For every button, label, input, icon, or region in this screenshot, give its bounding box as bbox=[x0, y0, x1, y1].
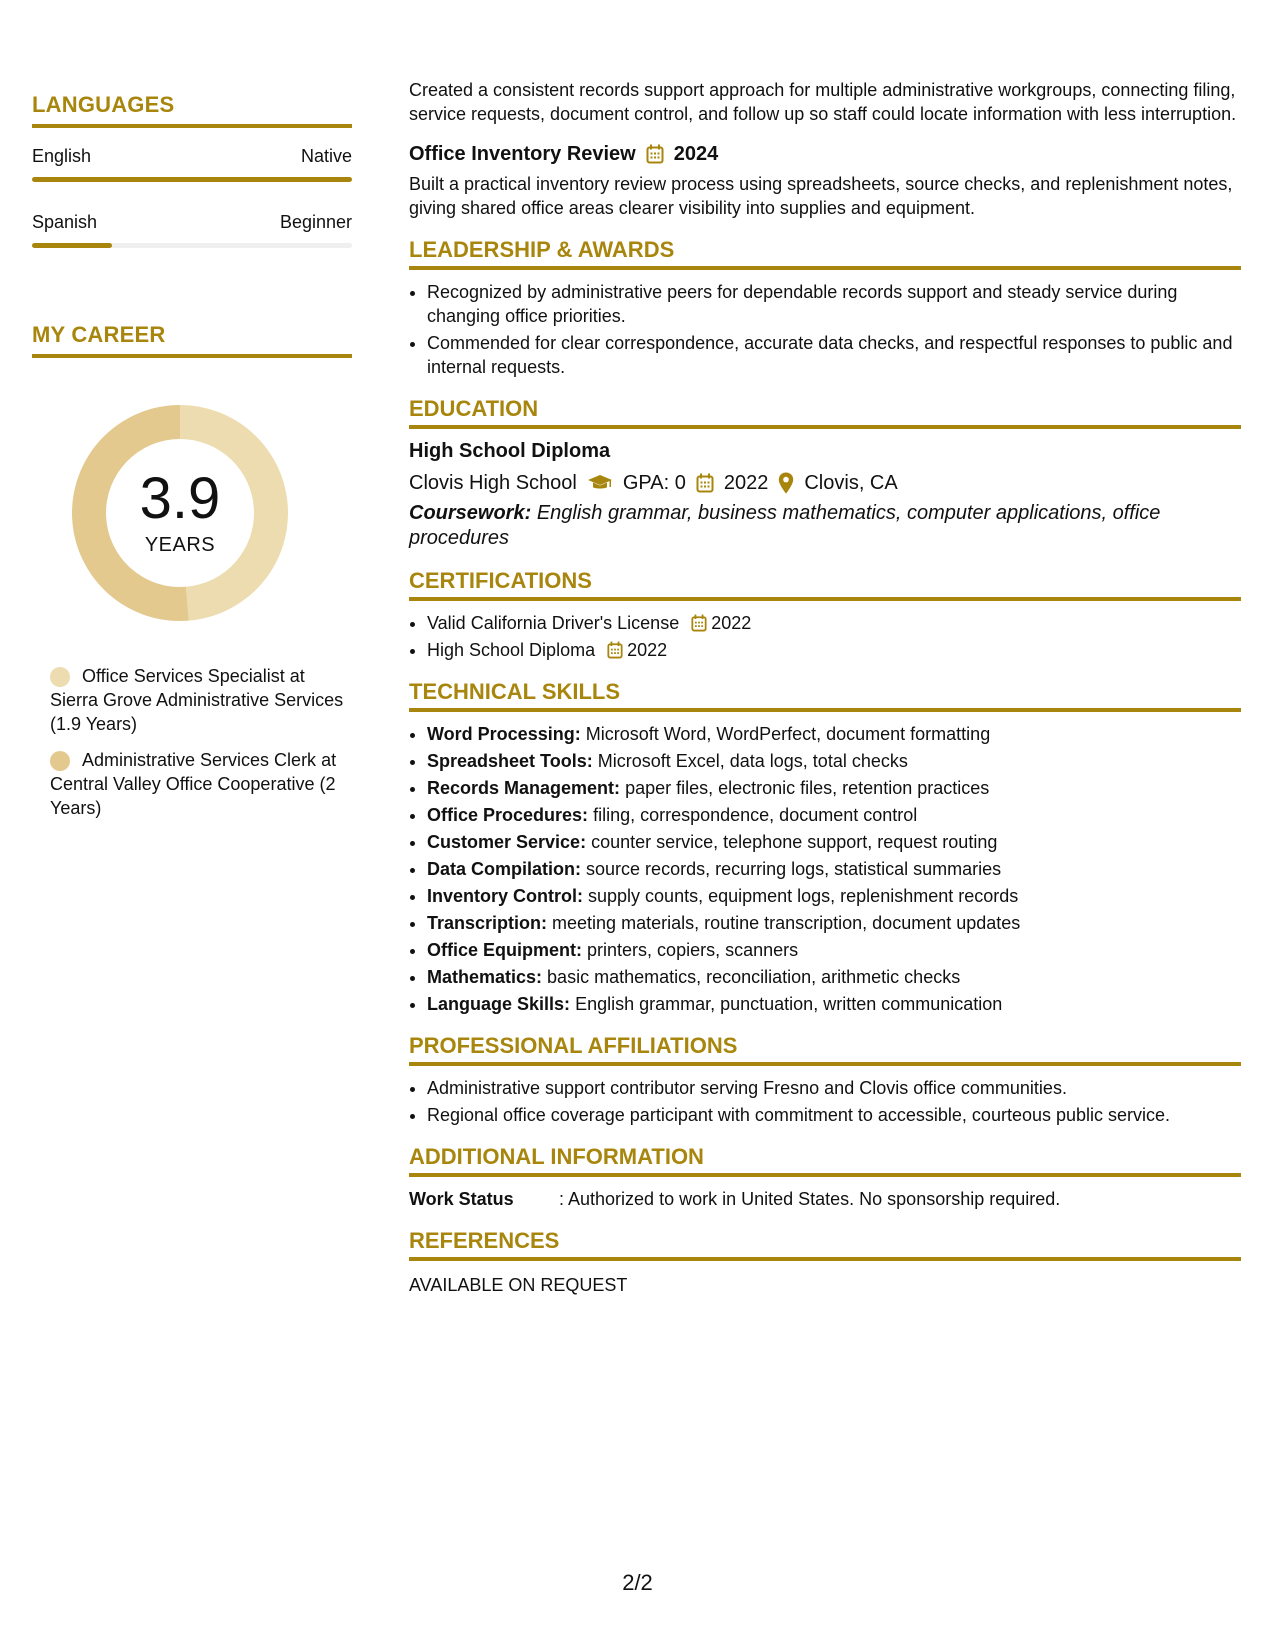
skill-value: Microsoft Word, WordPerfect, document formatting bbox=[585, 724, 991, 744]
certification-item bbox=[427, 611, 1241, 635]
skill-item bbox=[427, 965, 1241, 989]
language-name: Spanish bbox=[32, 212, 98, 232]
skill-item bbox=[427, 722, 1241, 746]
calendar-icon bbox=[607, 641, 623, 659]
certification-name: • High School Diploma bbox=[427, 640, 596, 660]
skill-label: Mathematics: bbox=[427, 967, 543, 987]
education-degree: High School Diploma bbox=[409, 440, 611, 462]
education-location: Clovis, CA bbox=[804, 472, 898, 494]
project-description: Built a practical inventory review process using spreadsheets, source checks, and replenishment notes, giving shared office areas clearer visibility into supplies and equipment. bbox=[409, 174, 1233, 218]
career-donut-chart bbox=[65, 398, 295, 628]
legend-dot-icon bbox=[50, 667, 70, 687]
legend-dot-icon bbox=[50, 751, 70, 771]
language-proficiency-fill bbox=[32, 243, 112, 248]
page-number: 2/2 bbox=[622, 1570, 653, 1595]
language-proficiency-bar bbox=[32, 177, 352, 182]
skill-value: meeting materials, routine transcription, document updates bbox=[552, 913, 1021, 933]
references-text: AVAILABLE ON REQUEST bbox=[409, 1275, 628, 1295]
certification-name: • Valid California Driver's License bbox=[427, 613, 680, 633]
right-column bbox=[409, 78, 1241, 1297]
left-column bbox=[32, 92, 352, 832]
skill-label: Spreadsheet Tools: bbox=[427, 751, 593, 771]
coursework-text: English grammar, business mathematics, computer applications, office procedures bbox=[409, 502, 1161, 549]
certifications-list bbox=[409, 611, 1241, 662]
skill-label: Data Compilation: bbox=[427, 859, 582, 879]
certification-year: 2022 bbox=[711, 613, 752, 633]
list-item: • Commended for clear correspondence, accurate data checks, and respectful responses to public and internal requests. bbox=[427, 331, 1241, 379]
skill-value: source records, recurring logs, statistical summaries bbox=[586, 859, 1002, 879]
education-coursework bbox=[409, 501, 1241, 551]
career-legend-item bbox=[50, 748, 352, 820]
skill-value: basic mathematics, reconciliation, arithmetic checks bbox=[547, 967, 961, 987]
work-status-value: : Authorized to work in United States. No sponsorship required. bbox=[559, 1189, 1061, 1209]
skill-label: Transcription: bbox=[427, 913, 548, 933]
languages-heading: LANGUAGES bbox=[32, 92, 352, 128]
language-item bbox=[32, 212, 352, 248]
calendar-icon bbox=[696, 473, 714, 493]
skill-label: Word Processing: bbox=[427, 724, 581, 744]
project-year: 2024 bbox=[673, 143, 719, 165]
career-heading: MY CAREER bbox=[32, 322, 352, 358]
project-description: Created a consistent records support approach for multiple administrative workgroups, connecting filing, service requests, document control, and follow up so staff could locate information with less interruption. bbox=[409, 80, 1237, 124]
skills-list bbox=[409, 722, 1241, 1016]
skill-item bbox=[427, 857, 1241, 881]
language-proficiency-bar bbox=[32, 243, 352, 248]
skill-value: printers, copiers, scanners bbox=[587, 940, 799, 960]
work-status-label: Work Status bbox=[409, 1189, 514, 1209]
skill-value: English grammar, punctuation, written communication bbox=[575, 994, 1003, 1014]
career-legend-item bbox=[50, 664, 352, 736]
references-heading: REFERENCES bbox=[409, 1229, 1241, 1261]
list-item: • Recognized by administrative peers for dependable records support and steady service during changing office priorities. bbox=[427, 280, 1241, 328]
language-level: Beginner bbox=[279, 212, 352, 232]
skill-value: paper files, electronic files, retention practices bbox=[625, 778, 990, 798]
education-school: Clovis High School bbox=[409, 472, 577, 494]
affiliations-list bbox=[409, 1076, 1241, 1127]
graduation-cap-icon bbox=[587, 474, 613, 492]
career-total-value: 3.9 bbox=[139, 465, 221, 531]
education-year: 2022 bbox=[723, 472, 769, 494]
skill-label: Office Equipment: bbox=[427, 940, 583, 960]
skill-item bbox=[427, 830, 1241, 854]
skill-item bbox=[427, 776, 1241, 800]
additional-info-row bbox=[409, 1187, 1241, 1211]
calendar-icon bbox=[646, 144, 664, 164]
skills-heading: TECHNICAL SKILLS bbox=[409, 680, 1241, 712]
education-meta bbox=[409, 471, 1241, 495]
skill-value: filing, correspondence, document control bbox=[593, 805, 918, 825]
coursework-label: Coursework: bbox=[409, 502, 532, 524]
additional-info-heading: ADDITIONAL INFORMATION bbox=[409, 1145, 1241, 1177]
skill-item bbox=[427, 749, 1241, 773]
skill-value: Microsoft Excel, data logs, total checks bbox=[597, 751, 908, 771]
skill-item bbox=[427, 938, 1241, 962]
skill-value: supply counts, equipment logs, replenishment records bbox=[588, 886, 1019, 906]
list-item: • Regional office coverage participant with commitment to accessible, courteous public service. bbox=[427, 1103, 1241, 1127]
education-heading: EDUCATION bbox=[409, 397, 1241, 429]
skill-label: Records Management: bbox=[427, 778, 621, 798]
language-item bbox=[32, 146, 352, 182]
list-item: • Administrative support contributor serving Fresno and Clovis office communities. bbox=[427, 1076, 1241, 1100]
skill-label: Language Skills: bbox=[427, 994, 571, 1014]
skill-label: Customer Service: bbox=[427, 832, 587, 852]
career-legend bbox=[32, 664, 352, 820]
leadership-list bbox=[409, 280, 1241, 379]
skill-label: Office Procedures: bbox=[427, 805, 589, 825]
skill-label: Inventory Control: bbox=[427, 886, 583, 906]
project-title: Office Inventory Review bbox=[409, 143, 636, 165]
career-total-unit: YEARS bbox=[144, 533, 216, 556]
language-proficiency-fill bbox=[32, 177, 352, 182]
education-gpa: GPA: 0 bbox=[622, 472, 686, 494]
skill-item bbox=[427, 803, 1241, 827]
career-legend-text: Office Services Specialist at Sierra Grove Administrative Services (1.9 Years) bbox=[50, 666, 344, 734]
calendar-icon bbox=[691, 614, 707, 632]
language-level: Native bbox=[300, 146, 352, 166]
skill-value: counter service, telephone support, request routing bbox=[591, 832, 998, 852]
skill-item bbox=[427, 884, 1241, 908]
certifications-heading: CERTIFICATIONS bbox=[409, 569, 1241, 601]
affiliations-heading: PROFESSIONAL AFFILIATIONS bbox=[409, 1034, 1241, 1066]
leadership-heading: LEADERSHIP & AWARDS bbox=[409, 238, 1241, 270]
skill-item bbox=[427, 992, 1241, 1016]
career-legend-text: Administrative Services Clerk at Central Valley Office Cooperative (2 Years) bbox=[50, 750, 337, 818]
location-pin-icon bbox=[778, 472, 794, 494]
language-name: English bbox=[32, 146, 92, 166]
certification-year: 2022 bbox=[627, 640, 668, 660]
certification-item bbox=[427, 638, 1241, 662]
project-title-row bbox=[409, 142, 1241, 166]
skill-item bbox=[427, 911, 1241, 935]
